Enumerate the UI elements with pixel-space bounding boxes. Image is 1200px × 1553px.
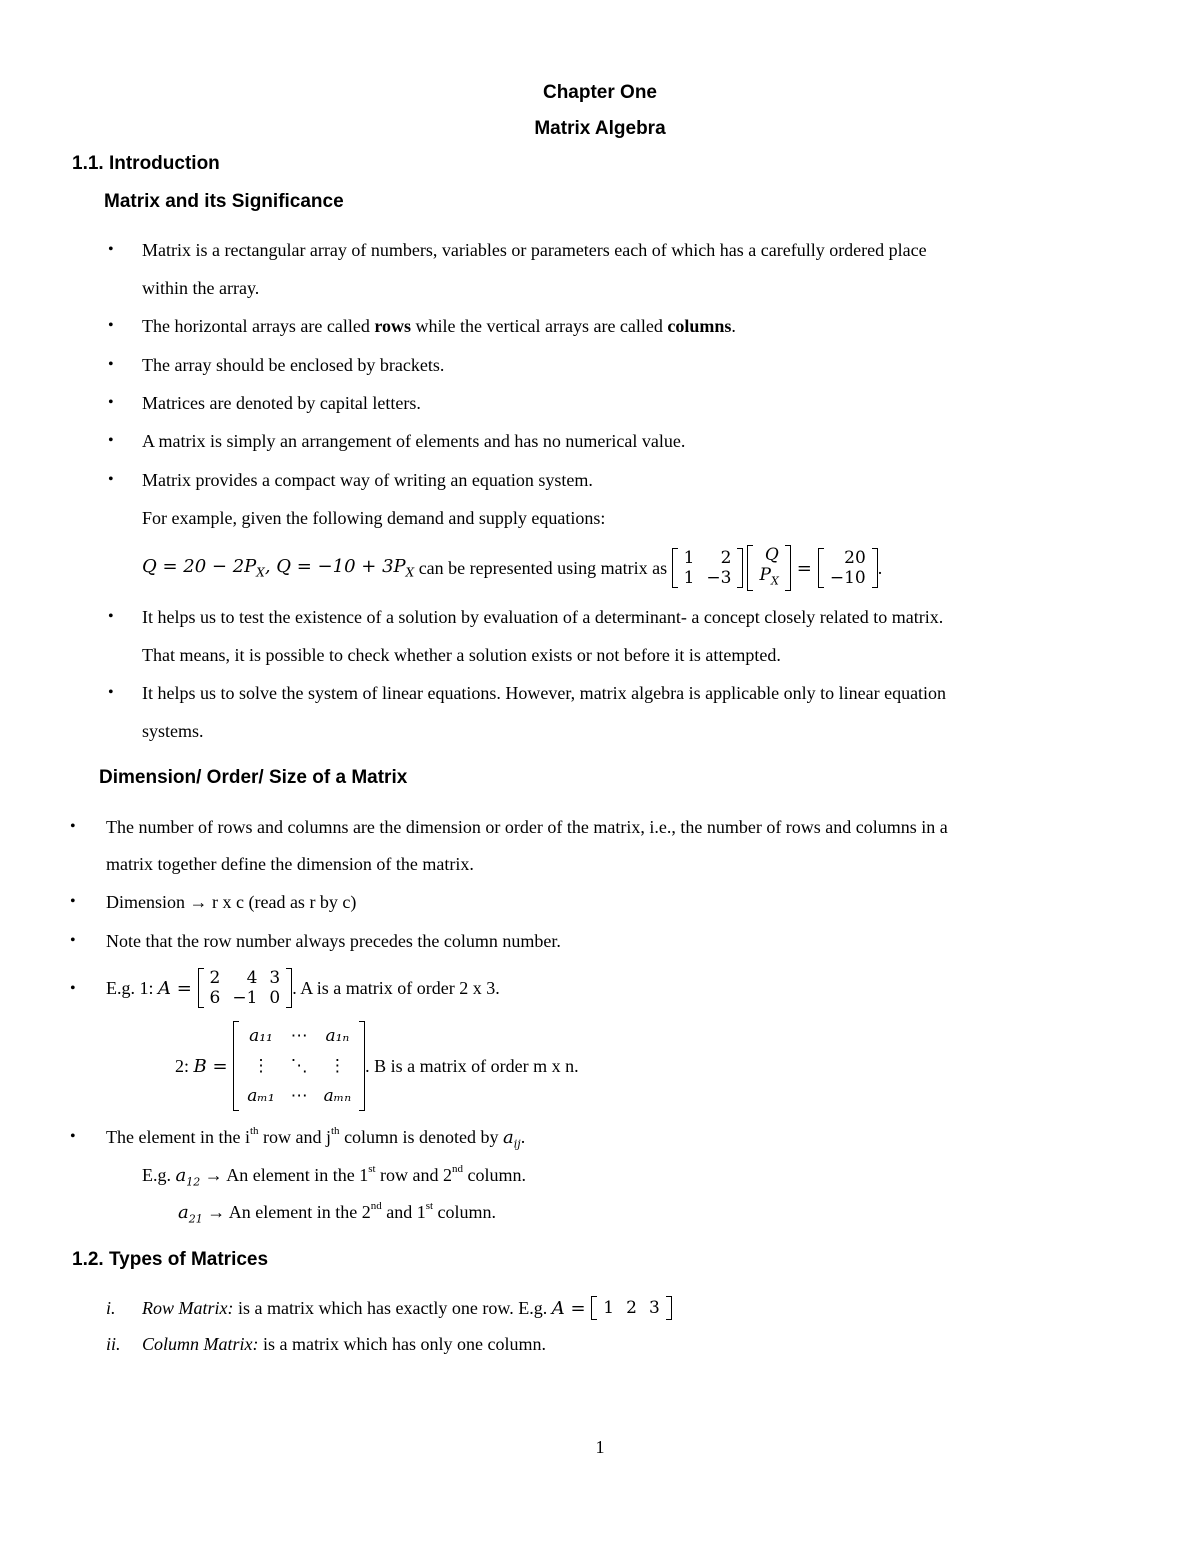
bullet-text: Matrix is a rectangular array of numbers, variables or parameters each of which has a carefully ordered place	[142, 240, 927, 260]
matrix-cell: aₘₙ	[323, 1086, 352, 1106]
bullet-text: A matrix is simply an arrangement of elements and has no numerical value.	[142, 431, 686, 451]
equation-text: can be represented using matrix as	[414, 557, 672, 578]
example-matrix-b: 2: B = a₁₁ ⋯ a₁ₙ ⋮ ⋱ ⋮ aₘ₁ ⋯ aₘₙ . B is a matrix of order m x n.	[175, 1028, 579, 1104]
matrix-cell: ⋯	[290, 1086, 308, 1106]
bullet-icon: •	[70, 932, 76, 949]
type-row-matrix: i. Row Matrix: is a matrix which has exactly one row. E.g. A = 1 2 3	[106, 1295, 672, 1321]
bullet-icon: •	[108, 394, 114, 411]
section-heading-introduction: 1.1. Introduction	[72, 153, 220, 174]
bullet-text: Note that the row number always precedes the column number.	[106, 931, 561, 951]
bullet-icon: •	[108, 432, 114, 449]
subheading-significance: Matrix and its Significance	[104, 191, 344, 212]
bullet-text: It helps us to test the existence of a solution by evaluation of a determinant- a concept closely related to matrix.	[142, 607, 944, 627]
example-text: For example, given the following demand and supply equations:	[142, 508, 606, 528]
bullet-icon: •	[108, 241, 114, 258]
chapter-title: Chapter One	[542, 82, 658, 103]
matrix-cell: 2	[626, 1298, 637, 1318]
section-heading-types: 1.2. Types of Matrices	[72, 1249, 269, 1270]
matrix-cell: 3	[269, 968, 281, 988]
bullet-text: Matrices are denoted by capital letters.	[142, 393, 421, 413]
matrix-b	[233, 1021, 365, 1111]
row-matrix-example	[591, 1296, 671, 1320]
matrix-a	[198, 968, 293, 1008]
matrix-cell: 4	[246, 968, 258, 988]
bullet-icon: •	[70, 818, 76, 835]
subheading-dimension: Dimension/ Order/ Size of a Matrix	[99, 767, 408, 788]
list-number: ii.	[106, 1334, 121, 1354]
matrix-cell: ⋱	[290, 1056, 308, 1076]
matrix-cell: −3	[706, 568, 732, 588]
chapter-subtitle: Matrix Algebra	[534, 118, 666, 139]
example-element-a21: $a_{21} \to An$ element in the 2nd and 1st column.	[178, 1200, 497, 1226]
matrix-cell: −1	[232, 988, 258, 1008]
matrix-cell: aₘ₁	[247, 1086, 275, 1106]
bullet-text: The horizontal arrays are called rows while the vertical arrays are called columns.	[142, 316, 736, 336]
term: Row Matrix:	[142, 1297, 234, 1318]
matrix-cell: 1	[603, 1298, 615, 1318]
bullet-text: The number of rows and columns are the dimension or order of the matrix, i.e., the number of rows and columns in a	[106, 817, 948, 837]
example-element-a12: E.g. $a_{12} \to An$ element in the 1st row and 2nd column.	[142, 1163, 527, 1189]
matrix-cell: 2	[720, 548, 732, 568]
type-column-matrix: ii. Column Matrix: is a matrix which has only one column.	[106, 1334, 546, 1354]
term: Column Matrix:	[142, 1334, 259, 1354]
bullet-icon: •	[108, 471, 114, 488]
equation-demand: $Q = 20 - 2P_X$, $Q = -10 + 3P_X$	[142, 556, 415, 580]
matrix-cell: 1	[683, 568, 695, 588]
bullet-text: Dimension → r x c (read as r by c)	[106, 892, 357, 912]
bullet-icon: •	[70, 893, 76, 910]
matrix-cell: ⋮	[328, 1056, 346, 1076]
bullet-icon: •	[108, 684, 114, 701]
bullet-text-continued: systems.	[142, 721, 204, 741]
bullet-icon: •	[108, 317, 114, 334]
bullet-text: Matrix provides a compact way of writing an equation system.	[142, 470, 593, 490]
bullet-icon: •	[70, 980, 76, 997]
equation-line	[142, 544, 882, 592]
matrix-cell: 0	[269, 988, 281, 1008]
matrix-cell: 20	[844, 548, 866, 568]
bullet-text-continued: within the array.	[142, 278, 260, 298]
bullet-text: The array should be enclosed by brackets.	[142, 355, 445, 375]
matrix-cell: −10	[829, 568, 866, 588]
equation-end: .	[877, 557, 883, 578]
list-number: i.	[106, 1297, 116, 1318]
bullet-icon: •	[108, 356, 114, 373]
matrix-cell: a₁ₙ	[325, 1026, 350, 1046]
variable-vector	[747, 545, 790, 591]
matrix-cell: 3	[648, 1298, 660, 1318]
matrix-cell: ⋯	[290, 1026, 308, 1046]
bullet-text-continued: matrix together define the dimension of the matrix.	[106, 854, 474, 874]
bullet-icon: •	[70, 1128, 76, 1145]
coefficient-matrix	[672, 548, 744, 588]
matrix-cell: $P_X$	[759, 564, 779, 588]
example-matrix-a: E.g. 1: A = 2 4 3 6 −1 0 . A is a matrix of order 2 x 3.	[106, 968, 500, 1008]
matrix-cell: 6	[209, 988, 221, 1008]
bullet-icon: •	[108, 608, 114, 625]
bullet-text: It helps us to solve the system of linear equations. However, matrix algebra is applicable only to linear equation	[142, 683, 947, 703]
page-number: 1	[595, 1437, 605, 1457]
matrix-cell: ⋮	[252, 1056, 270, 1076]
matrix-cell: 2	[209, 968, 221, 988]
matrix-cell: a₁₁	[249, 1026, 273, 1046]
bullet-text: The element in the $i^{th}$ row and $j^{th}$ column is denoted by $a_{ij}$.	[106, 1125, 526, 1151]
constant-vector	[818, 548, 878, 588]
matrix-cell: Q	[764, 544, 779, 565]
matrix-cell: 1	[683, 548, 695, 568]
equals-sign: =	[796, 557, 812, 579]
bullet-text-continued: That means, it is possible to check whether a solution exists or not before it is attempted.	[142, 645, 781, 665]
